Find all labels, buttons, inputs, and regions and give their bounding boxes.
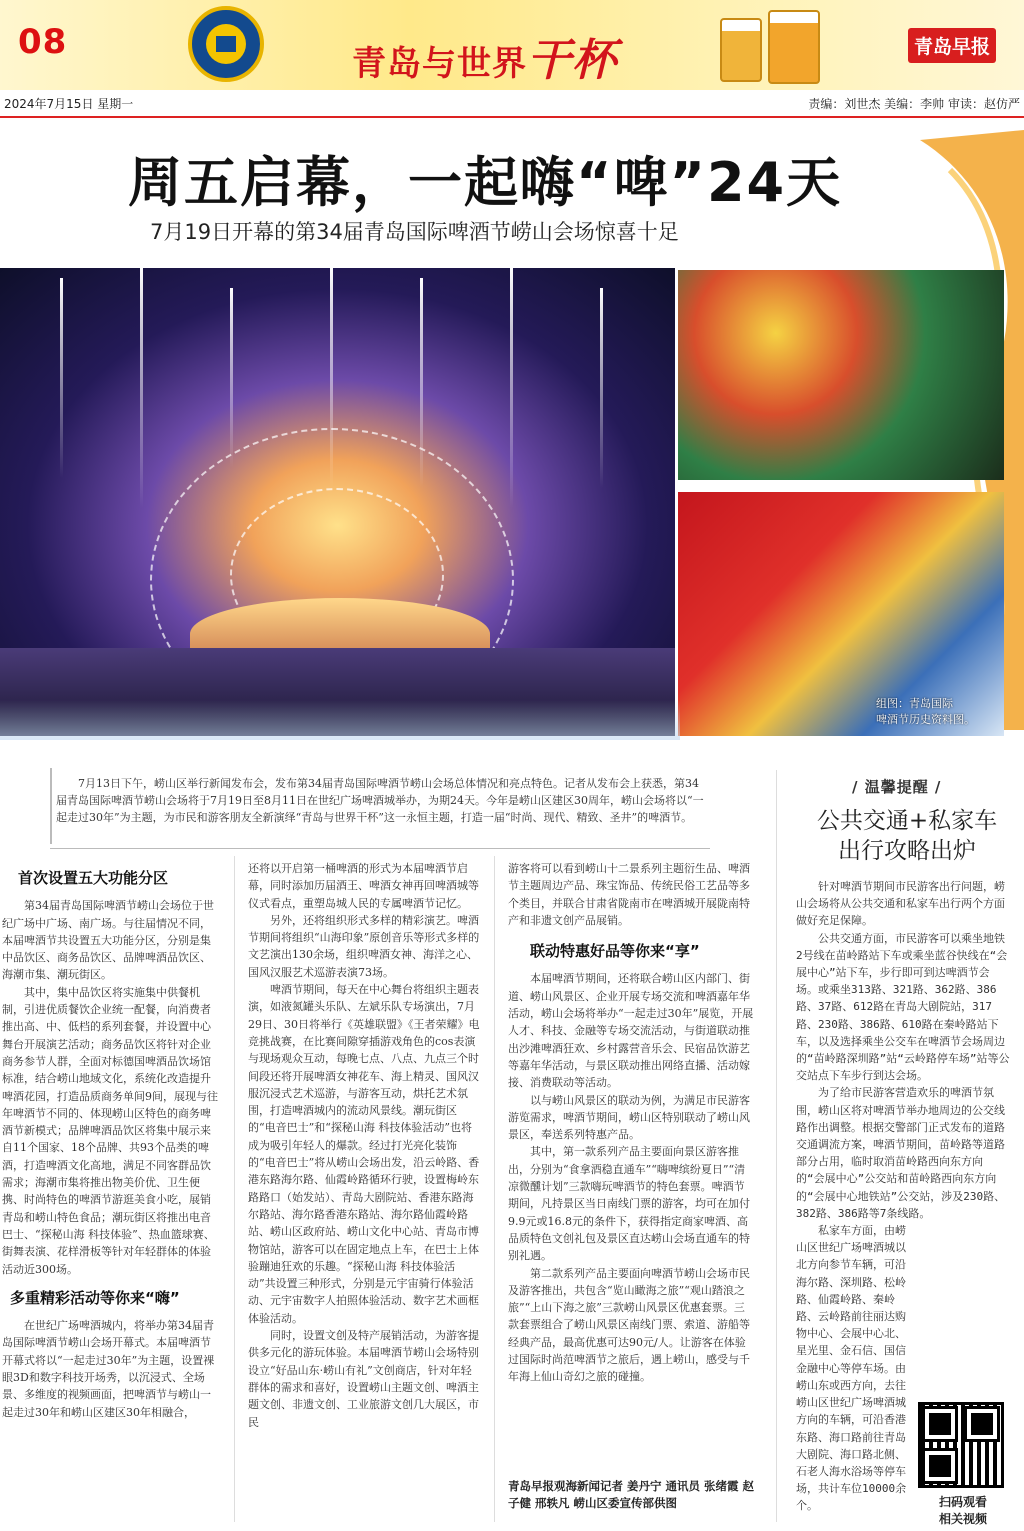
paragraph: 在世纪广场啤酒城内，将举办第34届青岛国际啤酒节崂山会场开幕式。本届啤酒节开幕式将以“一起走过30年”为主题，设置裸眼3D和数字科技开场秀，以沉浸式、全场景、多维度的视频画面，把啤酒节与崂山一起走过30年和崂山区建区30年相融合， [2, 1319, 215, 1419]
divider [50, 848, 710, 849]
sidebar-kicker: / 温馨提醒 / [852, 778, 942, 796]
paragraph: 以与崂山风景区的联动为例，为满足市民游客游览需求，啤酒节期间，崂山区特别联动了崂山风景区，奉送系列特惠产品。 [508, 1093, 750, 1142]
article-column-3 [508, 860, 754, 1386]
column-divider [776, 770, 777, 1522]
paper-logo: 青岛早报 [908, 28, 996, 63]
section-heading: 联动特惠好品等你来“享” [530, 942, 700, 961]
divider [50, 768, 52, 844]
beer-mug-icon [768, 10, 820, 84]
paragraph: 第二款系列产品主要面向啤酒节崂山会场市民及游客推出，共包含“览山瞰海之旅”“观山踏浪之旅”“上山下海之旅”三款崂山风景区优惠套票。三款套票组合了崂山风景区南线门票、索道、游船等经典产品，最高优惠可达90元/人。让游客在体验过国际时尚范啤酒节之旅后，遇上崂山，感受与千年海上仙山奇幻之旅的碰撞。 [508, 1266, 750, 1384]
sidebar-title: 公共交通+私家车 出行攻略出炉 [816, 808, 998, 864]
paragraph: 另外，还将组织形式多样的精彩演艺。啤酒节期间将组织“山海印象”原创音乐等形式多样的文艺演出130余场，组织啤酒女神、海洋之心、国风汉服艺术巡游表演73场。 [248, 913, 480, 979]
photo-credit: 组图：青岛国际 啤酒节历史资料图。 [876, 697, 975, 726]
section-title [352, 24, 617, 88]
editors-credit: 责编：刘世杰 美编：李帅 审读：赵仿严 [808, 97, 1020, 111]
subheadline: 7月19日开幕的第34届青岛国际啤酒节崂山会场惊喜十足 [150, 220, 679, 244]
ice-decoration [0, 700, 680, 740]
section-heading: 多重精彩活动等你来“嗨” [10, 1288, 180, 1307]
section-title-prefix: 青岛与世界 [352, 44, 527, 84]
paragraph: 为了给市民游客营造欢乐的啤酒节氛围，崂山区将对啤酒节举办地周边的公交线路作出调整。根据交警部门正式发布的道路交通调流方案，啤酒节期间，苗岭路等道路部分占用，临时取消苗岭路西向东方向的“会展中心”公交站和苗岭路西向东方向的“会展中心地铁站”公交站，涉及230路、382路、386路等7条线路。 [796, 1086, 1006, 1220]
festival-stage-photo [0, 268, 675, 736]
paragraph: 同时，设置文创及特产展销活动，为游客提供多元化的游玩体验。本届啤酒节崂山会场特别设立“好品山东·崂山有礼”文创商店，针对年轻群体的需求和喜好，设置崂山主题文创、啤酒主题文创、非遗文创、工业旅游文创几大展区，市民 [248, 1329, 479, 1429]
paragraph: 还将以开启第一桶啤酒的形式为本届啤酒节启幕，同时添加历届酒王、啤酒女神再回啤酒城等仪式看点，重塑岛城人民的专属啤酒节记忆。 [248, 862, 479, 910]
section-title-cheers: 干杯 [527, 35, 617, 86]
paragraph: 第34届青岛国际啤酒节崂山会场位于世纪广场中广场、南广场。与往届情况不同，本届啤酒节共设置五大功能分区，分别是集中品饮区、商务品饮区、品牌啤酒品饮区、海潮市集、潮玩街区。 [2, 899, 214, 982]
paragraph: 私家车方面，由崂山区世纪广场啤酒城以北方向参节车辆，可沿海尔路、深圳路、松岭路、仙霞岭路、秦岭路、云岭路前往丽达购物中心、会展中心北、星光里、金石信、国信金融中心等停车场。由崂山东或西方向，去往崂山区世纪广场啤酒城方向的车辆，可沿香港东路、海口路前往青岛大剧院、海口路北侧、石老人海水浴场等停车场，共计车位10000余个。 [796, 1224, 907, 1513]
paragraph: 啤酒节期间，每天在中心舞台将组织主题表演，如液氮罐头乐队、左斌乐队专场演出，7月29日、30日将举行《英雄联盟》《王者荣耀》电竞挑战赛，在比赛间隙穿插游戏角色的cos表演与现场观众互动，每晚七点、八点、九点三个时间段还将开展啤酒女神花车、海上精灵、国风汉服沉浸式艺术巡游，与游客互动，烘托艺术氛围，打造啤酒城内的流动风景线。潮玩街区的“电音巴士”和“探秘山海 科技体验活动”也将成为吸引年轻人的爆款。经过打光亮化装饰的“电音巴士”将从崂山会场出发，沿云岭路、香港东路海尔路、仙霞岭路循环行驶，设置梅岭东路路口（始发站）、青岛大剧院站、香港东路海尔路站、海尔路香港东路站、海尔路仙霞岭路站、崂山区政府站、崂山文化中心站、青岛市博物馆站，游客可以在固定地点上车，在巴士上体验蹦迪狂欢的乐趣。“探秘山海 科技体验活动”共设置三种形式，分别是元宇宙骑行体验活动、元宇宙数字人拍照体验活动、数字艺术画框体验活动。 [248, 983, 480, 1325]
headline: 周五启幕，一起嗨“啤”24天 [128, 151, 843, 214]
paragraph: 公共交通方面，市民游客可以乘坐地铁2号线在苗岭路站下车或乘坐蓝谷快线在“会展中心”站下车，步行即可到达啤酒节会场。或乘坐313路、321路、362路、386路、37路、612路在青岛大剧院站，317路、230路、386路、610路在秦岭路站下车，以及选择乘坐公交车在啤酒节会场周边的“苗岭路深圳路”站“云岭路停车场”站等公交站点下车步行到达会场。 [796, 931, 1010, 1083]
paragraph: 其中，集中品饮区将实施集中供餐机制，引进优质餐饮企业统一配餐，向消费者推出高、中、低档的系列套餐，并设置中心舞台开展演艺活动；商务品饮区将针对企业商务参节人群，全面对标德国啤酒品饮场馆标准，结合崂山地域文化，系统化改造提升啤酒花园，打造品质商务单间9间，展现与往年啤酒节不同的、体现崂山区特色的商务啤酒节新模式；品牌啤酒品饮区将集中展示来自11个国家、18个品牌、共93个品类的啤酒，打造啤酒文化高地，满足不同客群品饮需求；海潮市集将推出物美价优、卫生便携、时尚特色的啤酒节游逛美食小吃，展销青岛和崂山特色食品；潮玩街区将推出电音巴士、“探秘山海 科技体验”、热血篮球赛、街舞表演、花样滑板等针对年轻群体的体验活动近300场。 [2, 985, 218, 1276]
article-column-2 [248, 860, 480, 1431]
page-number: 08 [18, 22, 68, 62]
article-column-1 [2, 870, 220, 1421]
qr-code-icon[interactable] [918, 1402, 1004, 1488]
beer-mug-icon [720, 18, 762, 82]
paragraph: 本届啤酒节期间，还将联合崂山区内部门、街道、崂山风景区、企业开展专场交流和啤酒嘉年华活动，崂山会场将举办“一起走过30年”展览，开展人才、科技、金融等专场交流活动，与街道联动推出沙滩啤酒狂欢、乡村露营音乐会、民宿品饮游艺等嘉年华活动，与景区联动推出网络直播、活动嫁接、消费联动等活动。 [508, 972, 754, 1090]
section-heading: 首次设置五大功能分区 [18, 869, 169, 887]
qr-caption: 扫码观看 相关视频 [938, 1495, 987, 1526]
lead-paragraph: 7月13日下午，崂山区举行新闻发布会，发布第34届青岛国际啤酒节崂山会场总体情况和亮点特色。记者从发布会上获悉，第34届青岛国际啤酒节崂山会场将于7月19日至8月11日在世纪广场啤酒城举办，为期24天。今年是崂山区建区30周年，崂山会场将以“一起走过30年”为主题，为市民和游客朋友全新演绎“青岛与世界干杯”这一永恒主题，打造一届“时尚、现代、精致、圣井”的啤酒节。 [56, 777, 704, 824]
paragraph: 游客将可以看到崂山十二景系列主题衍生品、啤酒节主题周边产品、珠宝饰品、传统民俗工艺品等多个类目，并联合甘肃省陇南市在啤酒城开展陇南特产和非遗文创产品展销。 [508, 862, 750, 927]
divider [0, 116, 1024, 118]
column-divider [234, 856, 235, 1522]
masthead [0, 0, 1024, 90]
paragraph: 针对啤酒节期间市民游客出行问题，崂山会场将从公共交通和私家车出行两个方面做好充足保障。 [796, 880, 1005, 928]
crowd-cheers-photo [678, 270, 1004, 480]
paragraph: 其中，第一款系列产品主要面向景区游客推出，分别为“食拿酒稳直通车”“嗨啤缤纷夏日”“清凉微醺计划”三款嗨玩啤酒节的特色套票。啤酒节期间，凡持景区当日南线门票的游客，均可在加付9.9元或16.8元的条件下，获得指定商家啤酒、高品质特色文创礼包及景区直达崂山会场直通车的特别礼遇。 [508, 1145, 750, 1263]
dateline: 2024年7月15日 星期一 [4, 97, 134, 111]
emblem-icon [188, 6, 264, 82]
column-divider [494, 856, 495, 1522]
byline: 青岛早报观海新闻记者 姜丹宁 通讯员 张绪霞 赵子健 邢轶凡 崂山区委宣传部供图 [508, 1479, 755, 1510]
